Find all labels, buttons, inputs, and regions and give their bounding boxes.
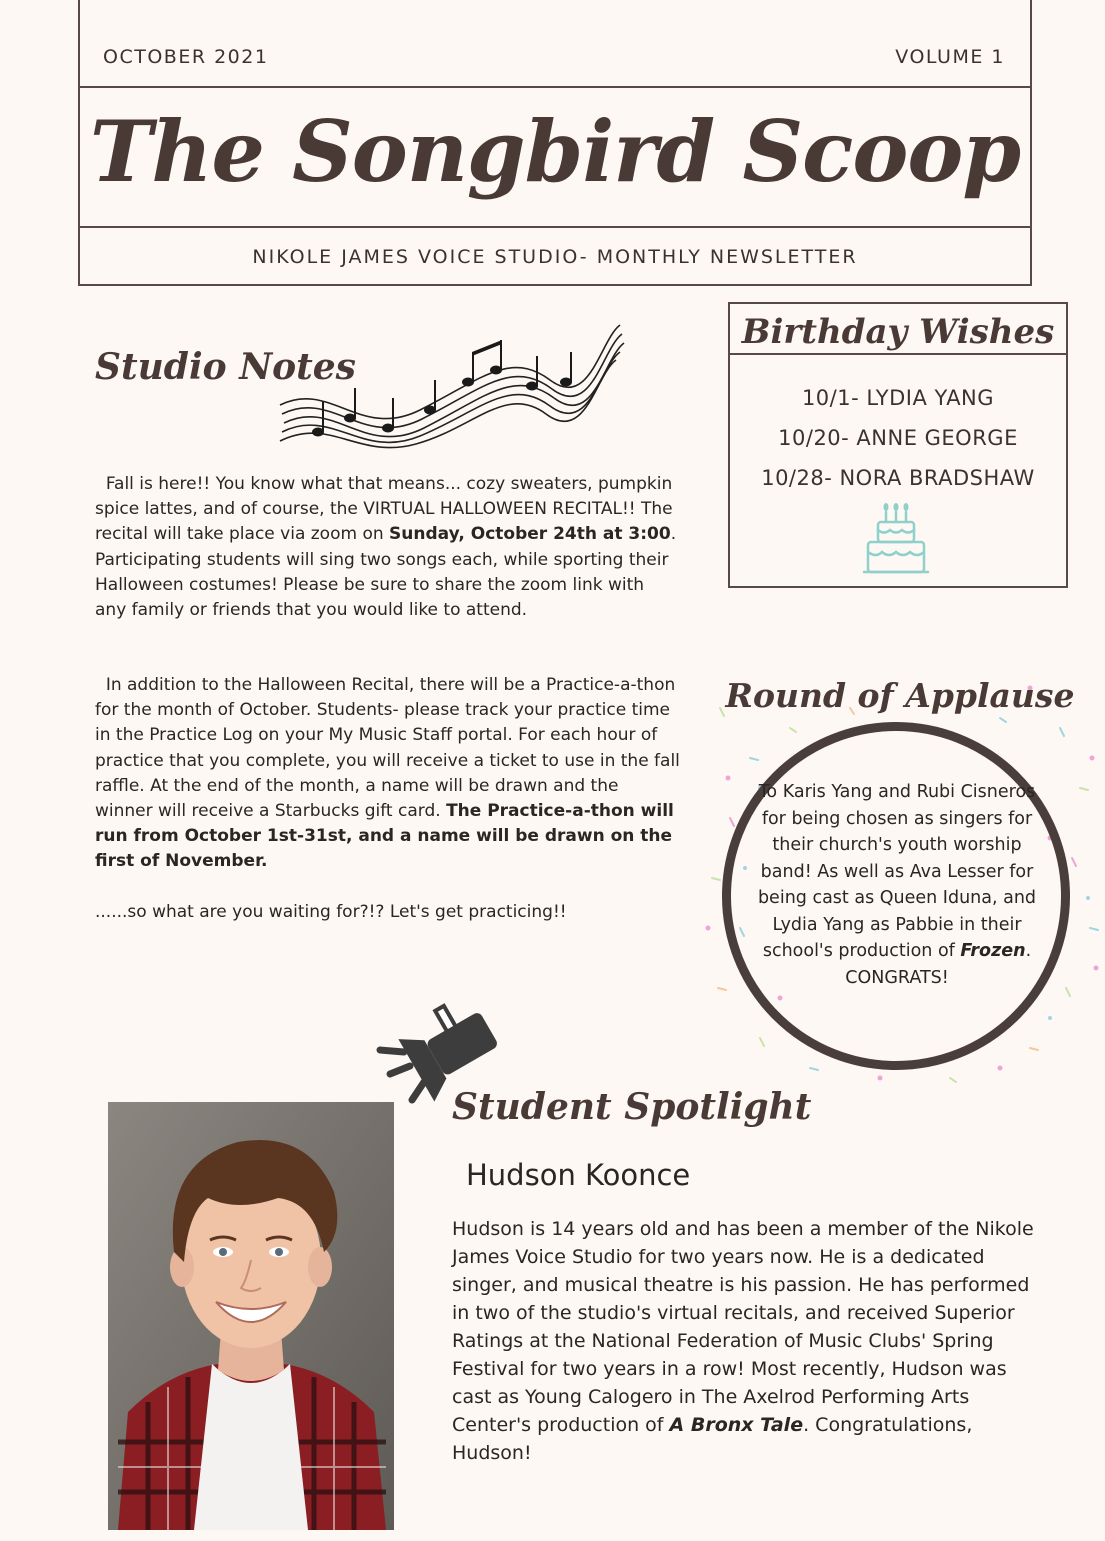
studio-notes-paragraph-1: Fall is here!! You know what that means... cozy sweaters, pumpkin spice lattes, and of course, the VIRTUAL HALLOWEEN RECITAL!! The recital will take place via zoom on Sunday, October 24th at 3:00. Participating students will sing two songs each, while sporting their Halloween costumes! Please be sure to share the zoom link with any family or friends that you would like to attend. xyxy=(95,474,679,621)
studio-notes-paragraph-3: ......so what are you waiting for?!? Let's get practicing!! xyxy=(95,902,567,922)
issue-date: OCTOBER 2021 xyxy=(103,46,269,68)
masthead-divider-top xyxy=(78,86,1032,88)
birthday-divider xyxy=(728,353,1068,355)
issue-volume: VOLUME 1 xyxy=(895,46,1005,68)
birthday-item: 10/1- LYDIA YANG xyxy=(801,386,995,410)
spotlight-bio: Hudson is 14 years old and has been a member of the Nikole James Voice Studio for two years now. He is a dedicated singer, and musical theatre is his passion. He has performed in two of the studio's virtual recitals, and received Superior Ratings at the National Federation of Music Clubs' Spring Festival for two years in a row! Most recently, Hudson was cast as Young Calogero in The Axelrod Performing Arts Center's production of A Bronx Tale. Congratulations, Hudson! xyxy=(452,1218,1034,1464)
birthday-cake-icon xyxy=(856,498,936,578)
music-staff-icon xyxy=(270,310,625,460)
birthday-list xyxy=(728,378,1068,498)
studio-notes-paragraph-2: In addition to the Halloween Recital, there will be a Practice-a-thon for the month of October. Students- please track your practice time in the Practice Log on your My Music Staff portal. For each hour of practice that you complete, you will receive a ticket to use in the fall raffle. At the end of the month, a name will be drawn and the winner will receive a Starbucks gift card. The Practice-a-thon will run from October 1st-31st, and a name will be drawn on the first of November. xyxy=(95,675,686,872)
applause-text: To Karis Yang and Rubi Cisneros for being chosen as singers for their church's youth worship band! As well as Ava Lesser for being cast as Queen Iduna, and Lydia Yang as Pabbie in their school's production of Frozen. CONGRATS! xyxy=(757,782,1037,988)
spotlight-student-name: Hudson Koonce xyxy=(466,1158,691,1192)
newsletter-subtitle: NIKOLE JAMES VOICE STUDIO- MONTHLY NEWSLETTER xyxy=(252,246,858,268)
birthday-item: 10/20- ANNE GEORGE xyxy=(778,426,1018,450)
student-photo xyxy=(108,1102,394,1530)
birthday-item: 10/28- NORA BRADSHAW xyxy=(761,466,1035,490)
birthday-heading: Birthday Wishes xyxy=(741,312,1055,352)
spotlight-heading: Student Spotlight xyxy=(452,1086,812,1128)
masthead-divider-bottom xyxy=(78,226,1032,228)
newsletter-title: The Songbird Scoop xyxy=(89,102,1021,201)
studio-notes-heading: Studio Notes xyxy=(95,346,356,388)
applause-heading: Round of Applause xyxy=(725,676,1075,715)
